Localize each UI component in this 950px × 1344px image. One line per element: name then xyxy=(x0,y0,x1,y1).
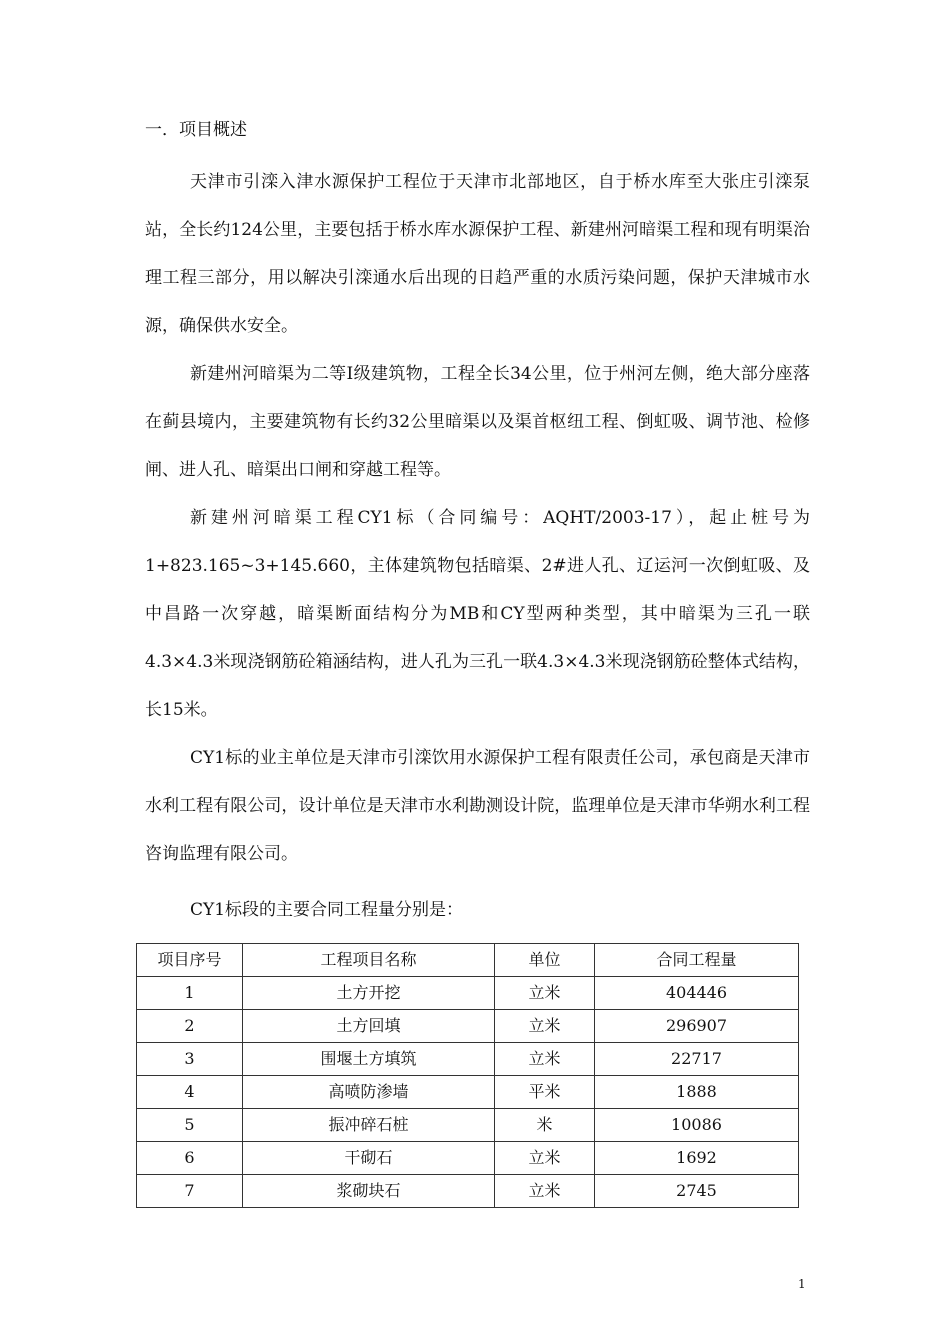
cell-quantity: 22717 xyxy=(595,1043,799,1076)
header-contract-quantity: 合同工程量 xyxy=(595,944,799,977)
cell-item-no: 4 xyxy=(137,1076,243,1109)
table-header-row xyxy=(137,944,799,977)
cell-item-no: 1 xyxy=(137,977,243,1010)
table-caption: CY1标段的主要合同工程量分别是： xyxy=(190,900,464,920)
cell-quantity: 2745 xyxy=(595,1175,799,1208)
cell-item-name: 土方回填 xyxy=(243,1010,495,1043)
table-row xyxy=(137,1076,799,1109)
cell-unit: 立米 xyxy=(495,1043,595,1076)
cell-quantity: 10086 xyxy=(595,1109,799,1142)
header-item-name: 工程项目名称 xyxy=(243,944,495,977)
cell-unit: 立米 xyxy=(495,1010,595,1043)
table-row xyxy=(137,1109,799,1142)
table-row xyxy=(137,1142,799,1175)
header-item-no: 项目序号 xyxy=(137,944,243,977)
cell-item-name: 土方开挖 xyxy=(243,977,495,1010)
paragraph-parties: CY1标的业主单位是天津市引滦饮用水源保护工程有限责任公司，承包商是天津市水利工程有限公司，设计单位是天津市水利勘测设计院，监理单位是天津市华朔水利工程咨询监理有限公司。 xyxy=(145,748,810,864)
cell-item-name: 围堰土方填筑 xyxy=(243,1043,495,1076)
cell-quantity: 404446 xyxy=(595,977,799,1010)
cell-quantity: 1888 xyxy=(595,1076,799,1109)
cell-item-no: 3 xyxy=(137,1043,243,1076)
cell-item-no: 7 xyxy=(137,1175,243,1208)
table-row xyxy=(137,1175,799,1208)
page-number: 1 xyxy=(798,1277,806,1291)
cell-item-name: 干砌石 xyxy=(243,1142,495,1175)
cell-item-name: 浆砌块石 xyxy=(243,1175,495,1208)
section-heading: 一．项目概述 xyxy=(145,120,247,140)
contract-quantity-table xyxy=(136,943,799,1208)
table-row xyxy=(137,1043,799,1076)
table-row xyxy=(137,1010,799,1043)
cell-unit: 立米 xyxy=(495,1175,595,1208)
paragraph-conduit: 新建州河暗渠为二等Ⅰ级建筑物，工程全长34公里，位于州河左侧，绝大部分座落在蓟县境内，主要建筑物有长约32公里暗渠以及渠首枢纽工程、倒虹吸、调节池、检修闸、进人孔、暗渠出口闸和穿越工程等。 xyxy=(145,364,810,480)
cell-quantity: 296907 xyxy=(595,1010,799,1043)
table-row xyxy=(137,977,799,1010)
cell-item-no: 2 xyxy=(137,1010,243,1043)
cell-item-no: 6 xyxy=(137,1142,243,1175)
cell-unit: 立米 xyxy=(495,977,595,1010)
paragraph-cy1-scope: 新建州河暗渠工程CY1标（合同编号：AQHT/2003-17），起止桩号为1+823.165~3+145.660，主体建筑物包括暗渠、2#进人孔、辽运河一次倒虹吸、及中昌路一次穿越，暗渠断面结构分为MB和CY型两种类型，其中暗渠为三孔一联4.3×4.3米现浇钢筋砼箱涵结构，进人孔为三孔一联4.3×4.3米现浇钢筋砼整体式结构，长15米。 xyxy=(145,508,810,720)
cell-item-no: 5 xyxy=(137,1109,243,1142)
paragraph-overview: 天津市引滦入津水源保护工程位于天津市北部地区，自于桥水库至大张庄引滦泵站，全长约124公里，主要包括于桥水库水源保护工程、新建州河暗渠工程和现有明渠治理工程三部分，用以解决引滦通水后出现的日趋严重的水质污染问题，保护天津城市水源，确保供水安全。 xyxy=(145,172,810,336)
cell-unit: 立米 xyxy=(495,1142,595,1175)
header-unit: 单位 xyxy=(495,944,595,977)
cell-unit: 平米 xyxy=(495,1076,595,1109)
cell-unit: 米 xyxy=(495,1109,595,1142)
cell-item-name: 振冲碎石桩 xyxy=(243,1109,495,1142)
cell-item-name: 高喷防渗墙 xyxy=(243,1076,495,1109)
cell-quantity: 1692 xyxy=(595,1142,799,1175)
